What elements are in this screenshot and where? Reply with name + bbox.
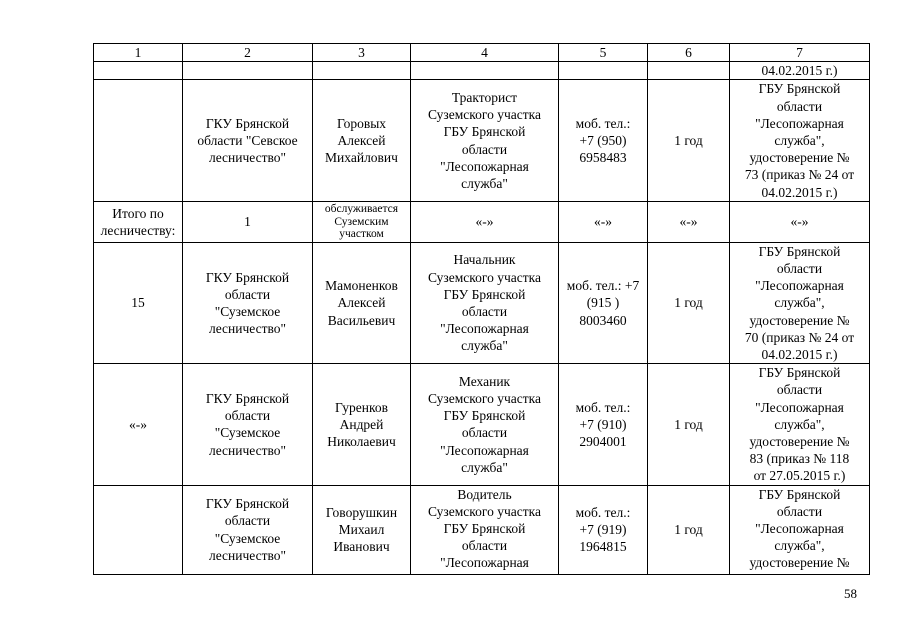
personnel-table xyxy=(93,43,870,575)
person-name-cell: Гуренков Андрей Николаевич xyxy=(313,364,411,485)
term-cell: 1 год xyxy=(648,242,730,363)
table-cell xyxy=(411,62,559,80)
row-number-cell xyxy=(94,485,183,574)
table-cell xyxy=(559,62,648,80)
header-cell: 5 xyxy=(559,44,648,62)
serviced-by-cell: обслуживается Суземским участком xyxy=(313,201,411,242)
phone-cell: моб. тел.: +7 (919) 1964815 xyxy=(559,485,648,574)
position-cell: Тракторист Суземского участка ГБУ Брянской области "Лесопожарная служба" xyxy=(411,80,559,201)
phone-cell: моб. тел.: +7 (910) 2904001 xyxy=(559,364,648,485)
forestry-cell: ГКУ Брянской области "Суземское лесничество" xyxy=(183,485,313,574)
header-cell: 7 xyxy=(730,44,870,62)
person-name-cell: Горовых Алексей Михайлович xyxy=(313,80,411,201)
term-cell: 1 год xyxy=(648,485,730,574)
page-number: 58 xyxy=(844,586,857,601)
certificate-cell: ГБУ Брянской области "Лесопожарная служба", удостоверение № 83 (приказ № 118 от 27.05.2015 г.) xyxy=(730,364,870,485)
table-cell: «-» xyxy=(559,201,648,242)
table-cell: «-» xyxy=(411,201,559,242)
position-cell: Водитель Суземского участка ГБУ Брянской области "Лесопожарная xyxy=(411,485,559,574)
row-number-cell xyxy=(94,80,183,201)
person-name-cell: Говорушкин Михаил Иванович xyxy=(313,485,411,574)
certificate-cell: ГБУ Брянской области "Лесопожарная служба", удостоверение № xyxy=(730,485,870,574)
table-row xyxy=(94,364,870,485)
table-row xyxy=(94,80,870,201)
row-number-cell: «-» xyxy=(94,364,183,485)
header-cell: 3 xyxy=(313,44,411,62)
table-cell: 04.02.2015 г.) xyxy=(730,62,870,80)
header-cell: 4 xyxy=(411,44,559,62)
certificate-cell: ГБУ Брянской области "Лесопожарная служба", удостоверение № 70 (приказ № 24 от 04.02.2015 г.) xyxy=(730,242,870,363)
header-cell: 1 xyxy=(94,44,183,62)
table-cell: «-» xyxy=(648,201,730,242)
phone-cell: моб. тел.: +7 (950) 6958483 xyxy=(559,80,648,201)
table-cell xyxy=(183,62,313,80)
forestry-cell: ГКУ Брянской области "Севское лесничество" xyxy=(183,80,313,201)
forestry-cell: ГКУ Брянской области "Суземское лесничество" xyxy=(183,242,313,363)
term-cell: 1 год xyxy=(648,80,730,201)
person-name-cell: Мамоненков Алексей Васильевич xyxy=(313,242,411,363)
term-cell: 1 год xyxy=(648,364,730,485)
phone-cell: моб. тел.: +7 (915 ) 8003460 xyxy=(559,242,648,363)
table-cell xyxy=(313,62,411,80)
total-label-cell: Итого по лесничеству: xyxy=(94,201,183,242)
table-row-continuation xyxy=(94,62,870,80)
forestry-cell: ГКУ Брянской области "Суземское лесничество" xyxy=(183,364,313,485)
table-header-row xyxy=(94,44,870,62)
position-cell: Механик Суземского участка ГБУ Брянской области "Лесопожарная служба" xyxy=(411,364,559,485)
table-cell xyxy=(648,62,730,80)
header-cell: 2 xyxy=(183,44,313,62)
total-count-cell: 1 xyxy=(183,201,313,242)
table-row xyxy=(94,242,870,363)
table-cell: «-» xyxy=(730,201,870,242)
certificate-cell: ГБУ Брянской области "Лесопожарная служба", удостоверение № 73 (приказ № 24 от 04.02.2015 г.) xyxy=(730,80,870,201)
row-number-cell: 15 xyxy=(94,242,183,363)
table-cell xyxy=(94,62,183,80)
position-cell: Начальник Суземского участка ГБУ Брянской области "Лесопожарная служба" xyxy=(411,242,559,363)
table-row-total xyxy=(94,201,870,242)
header-cell: 6 xyxy=(648,44,730,62)
table-row xyxy=(94,485,870,574)
